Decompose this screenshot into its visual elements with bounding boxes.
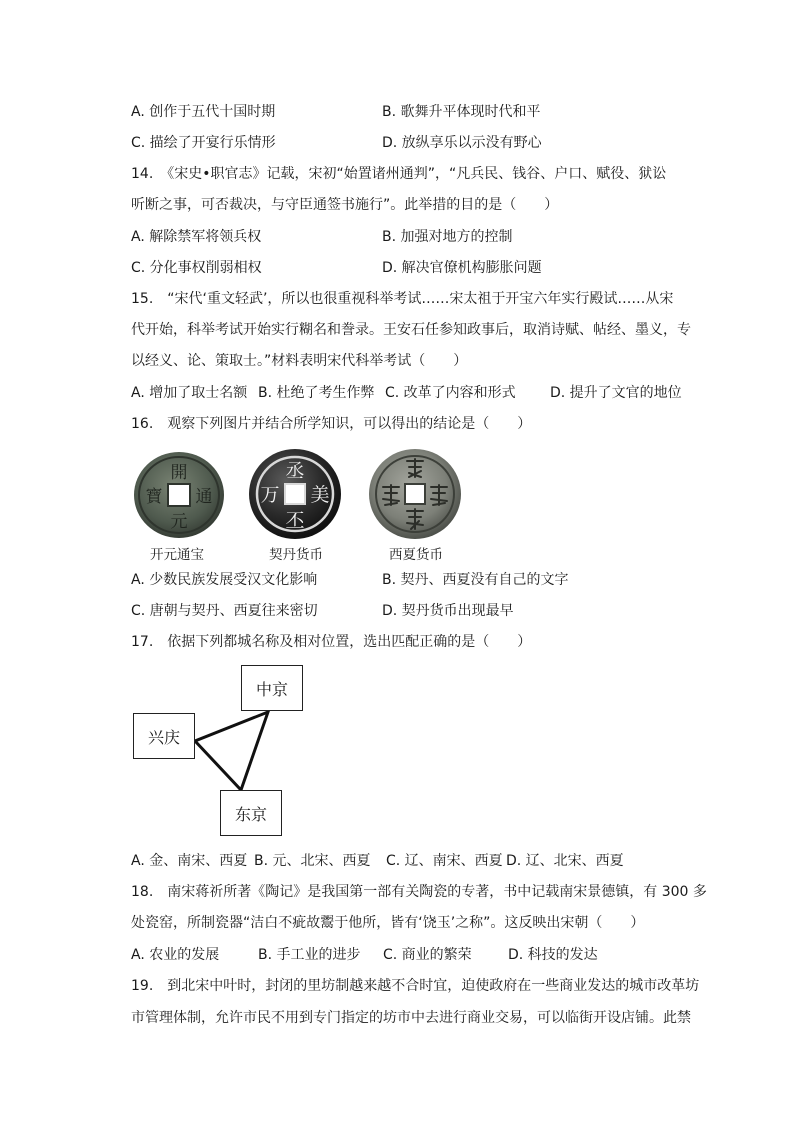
coin-kaiyuan-char-top: 開 [170,463,188,483]
coin-khitan-char-top: 丞 [285,460,305,482]
coin-xixia-label: 西夏货币 [389,547,443,563]
q15-stem-line3: 以经义、论、策取士。”材料表明宋代科举考试（ ） [131,353,468,369]
q18-stem-line1: 18. 南宋蒋祈所著《陶记》是我国第一部有关陶瓷的专著，书中记载南宋景德镇，有 300 多 [131,884,707,900]
q19-stem-line2: 市管理体制，允许市民不用到专门指定的坊市中去进行商业交易，可以临街开设店铺。此禁 [131,1010,691,1026]
q14-option-b: B. 加强对地方的控制 [382,229,513,245]
q16-option-b: B. 契丹、西夏没有自己的文字 [382,572,569,588]
q13-option-d: D. 放纵享乐以示没有野心 [382,135,542,151]
coin-kaiyuan-char-right: 通 [195,487,213,507]
q14-option-d: D. 解决官僚机构膨胀问题 [382,260,542,276]
q15-option-b: B. 杜绝了考生作弊 [258,385,375,401]
q13-option-c: C. 描绘了开宴行乐情形 [131,135,276,151]
q18-option-b: B. 手工业的进步 [258,947,361,963]
q18-stem-line2: 处瓷窑，所制瓷器“洁白不疵故鬻于他所，皆有‘饶玉’之称”。这反映出宋朝（ ） [131,915,645,931]
q15-stem-line2: 代开始，科举考试开始实行糊名和誊录。王安石任参知政事后，取消诗赋、帖经、墨义，专 [131,322,691,338]
q16-stem: 16. 观察下列图片并结合所学知识，可以得出的结论是（ ） [131,416,532,432]
q15-option-a: A. 增加了取士名额 [131,385,248,401]
coin-khitan-char-bottom: 丕 [285,510,305,532]
capital-triangle [195,712,268,790]
q15-option-d: D. 提升了文官的地位 [550,385,682,401]
q18-option-c: C. 商业的繁荣 [383,947,472,963]
q14-stem-line1: 14. 《宋史•职官志》记载，宋初“始置诸州通判”，“凡兵民、钱谷、户口、赋役、狱讼 [131,166,667,182]
q14-option-c: C. 分化事权削弱相权 [131,260,262,276]
q16-option-d: D. 契丹货币出现最早 [382,603,514,619]
q14-stem-line2: 听断之事，可否裁决，与守臣通签书施行”。此举措的目的是（ ） [131,197,559,213]
coin-khitan-char-left: 万 [260,484,280,506]
q18-option-a: A. 农业的发展 [131,947,220,963]
q15-option-c: C. 改革了内容和形式 [385,385,516,401]
coin-kaiyuan-label: 开元通宝 [150,547,204,563]
q13-option-b: B. 歌舞升平体现时代和平 [382,104,541,120]
q14-option-a: A. 解除禁军将领兵权 [131,229,262,245]
q17-option-c: C. 辽、南宋、西夏 [386,853,503,869]
coin-kaiyuan-char-left: 寶 [145,487,163,507]
q13-option-a: A. 创作于五代十国时期 [131,104,276,120]
coin-khitan-label: 契丹货币 [269,547,323,563]
city-box-top: 中京 [241,665,303,711]
q16-option-a: A. 少数民族发展受汉文化影响 [131,572,318,588]
q16-option-c: C. 唐朝与契丹、西夏往来密切 [131,603,318,619]
city-box-left: 兴庆 [133,713,195,759]
city-box-bottom: 东京 [220,790,282,836]
q19-stem-line1: 19. 到北宋中叶时，封闭的里坊制越来越不合时宜，迫使政府在一些商业发达的城市改革坊 [131,978,700,994]
q17-option-d: D. 辽、北宋、西夏 [506,853,624,869]
q17-stem: 17. 依据下列都城名称及相对位置，选出匹配正确的是（ ） [131,634,532,650]
coin-kaiyuan-char-bottom: 元 [170,512,188,532]
q15-stem-line1: 15. “宋代‘重文轻武’，所以也很重视科举考试……宋太祖于开宝六年实行殿试……从宋 [131,291,674,307]
q18-option-d: D. 科技的发达 [508,947,598,963]
q17-option-b: B. 元、北宋、西夏 [254,853,371,869]
q17-option-a: A. 金、南宋、西夏 [131,853,248,869]
coin-khitan-char-right: 美 [310,484,330,506]
